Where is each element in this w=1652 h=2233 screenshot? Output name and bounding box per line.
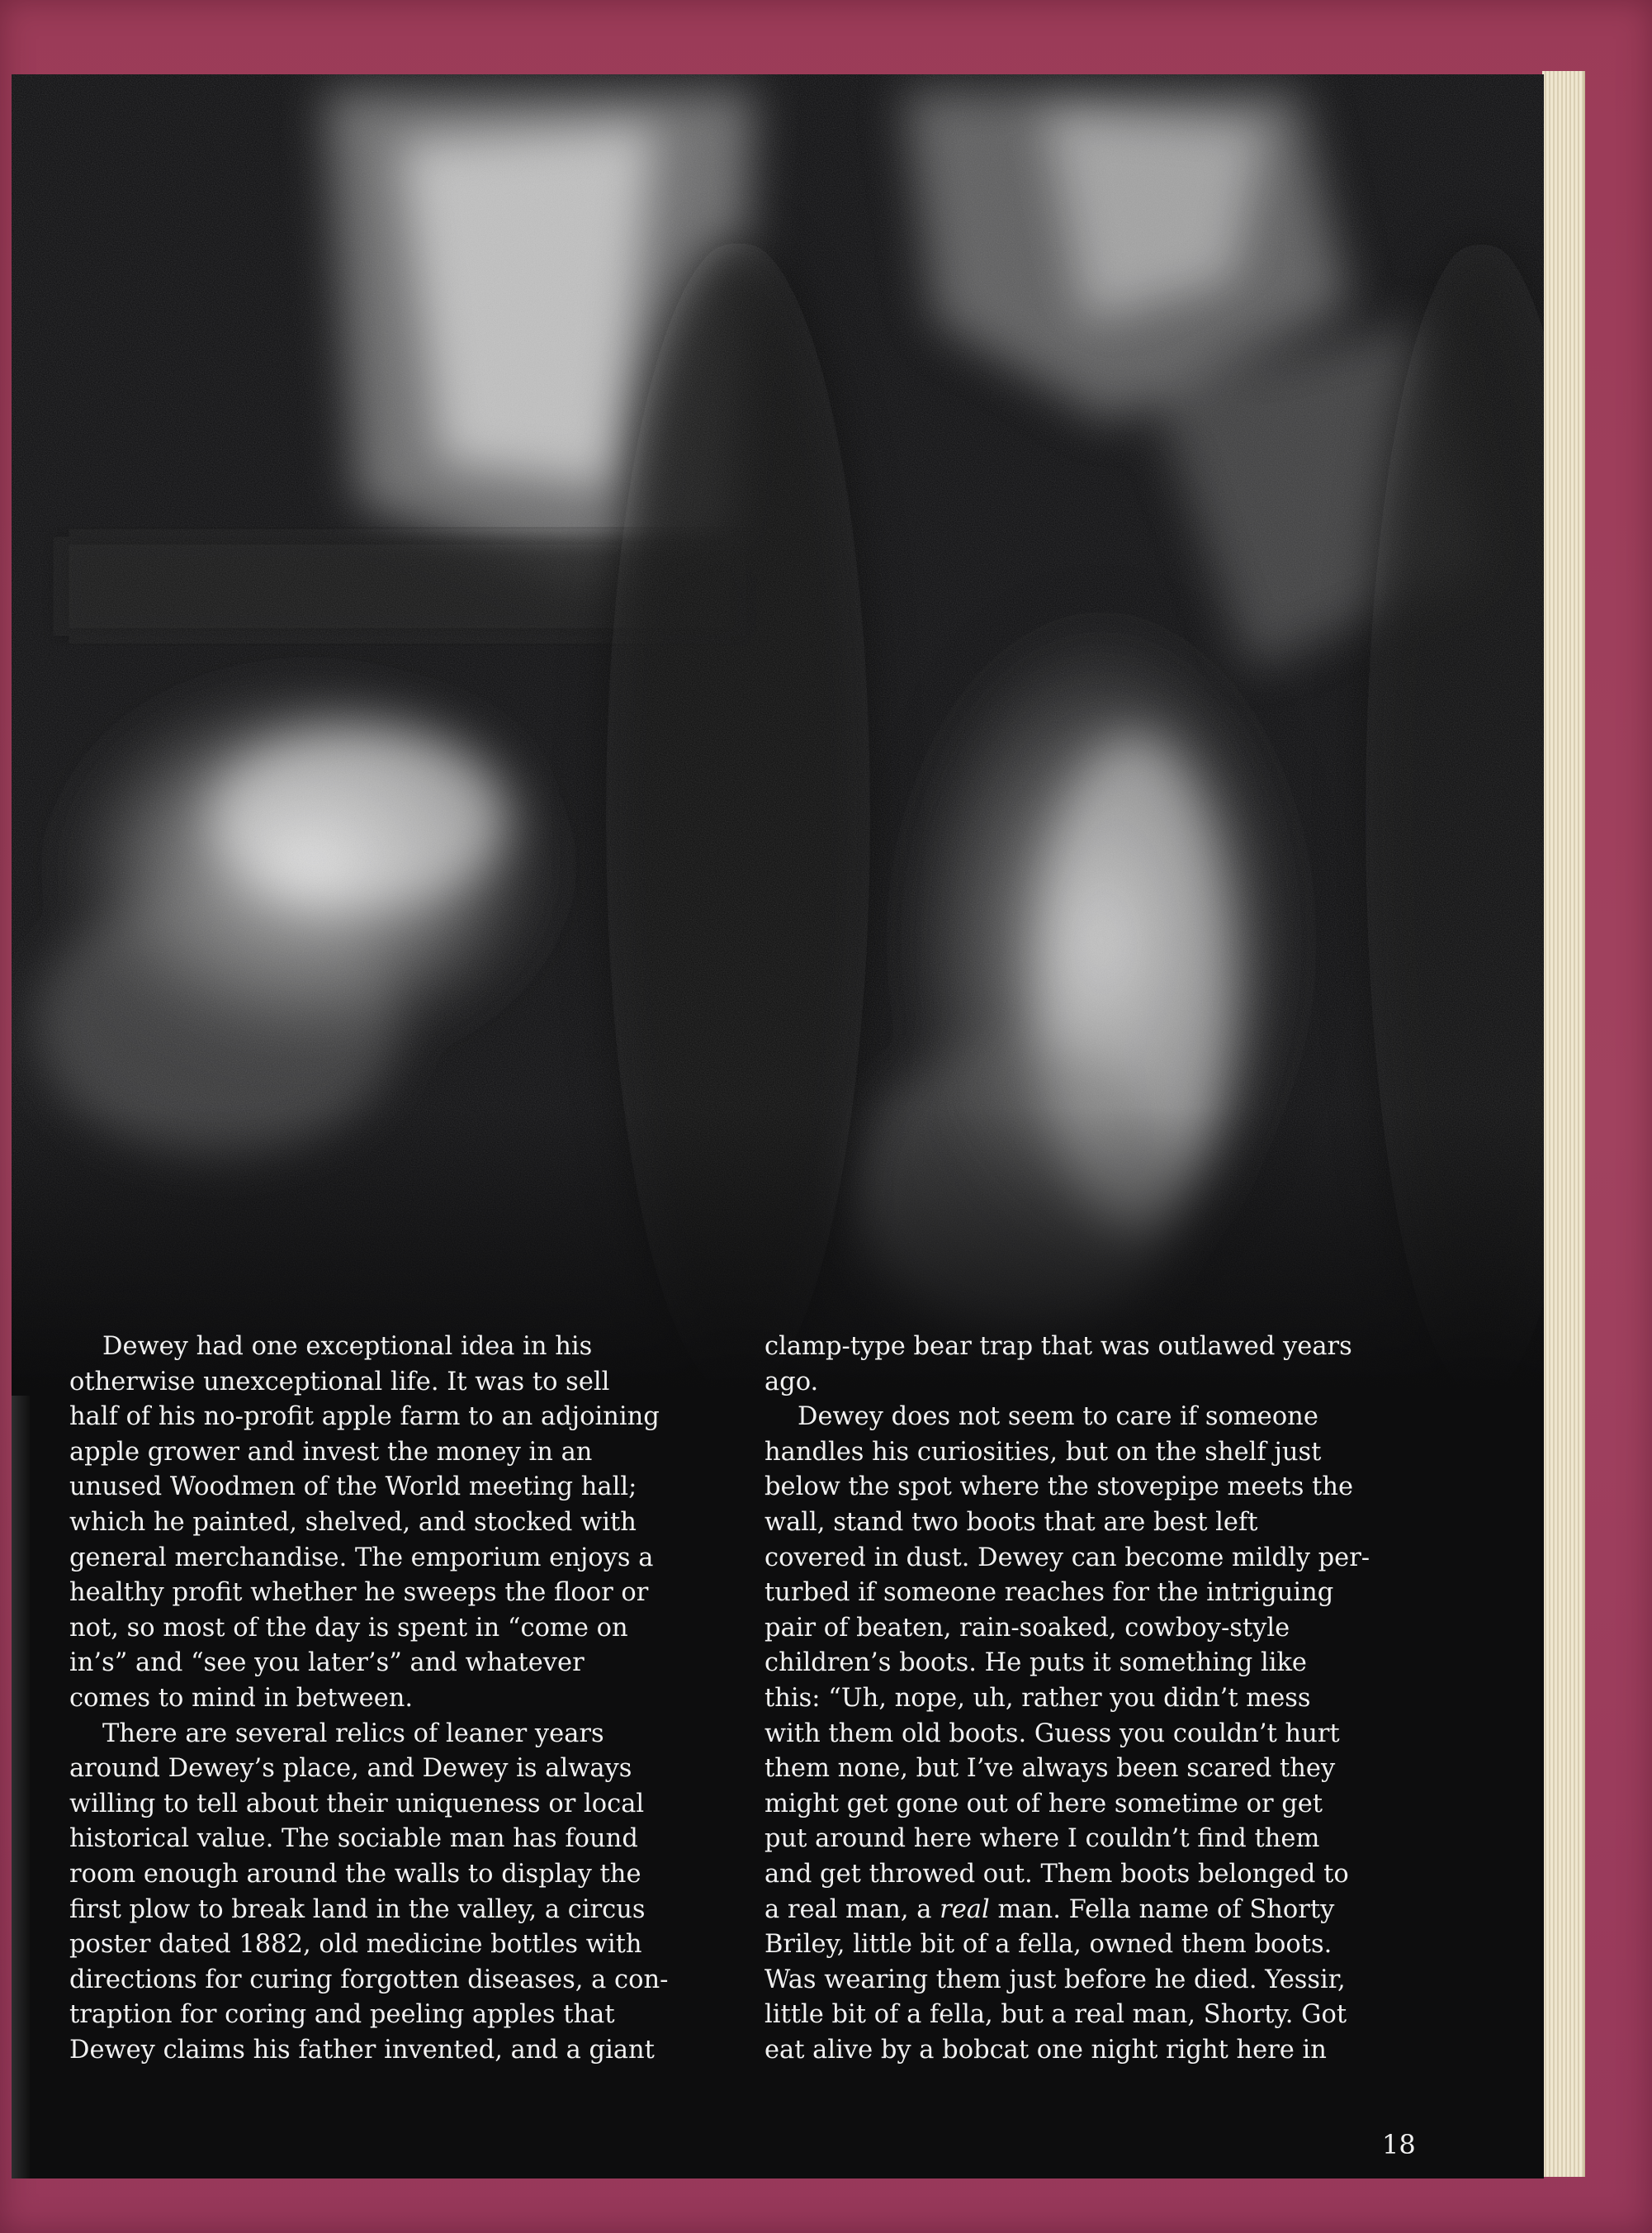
text-line: this: “Uh, nope, uh, rather you didn’t mess bbox=[764, 1683, 1311, 1713]
text-line: otherwise unexceptional life. It was to sell bbox=[69, 1367, 610, 1396]
text-line: and get throwed out. Them boots belonged to bbox=[764, 1859, 1349, 1889]
text-line: clamp-type bear trap that was outlawed years bbox=[764, 1332, 1352, 1361]
text-line: historical value. The sociable man has found bbox=[69, 1824, 638, 1854]
left-paragraph-1 bbox=[69, 1330, 697, 1717]
text-line: Dewey had one exceptional idea in his bbox=[102, 1332, 593, 1361]
text-line: unused Woodmen of the World meeting hall; bbox=[69, 1472, 637, 1502]
right-paragraph-1 bbox=[764, 1330, 1392, 1400]
text-line: comes to mind in between. bbox=[69, 1683, 414, 1713]
text-line: willing to tell about their uniqueness or local bbox=[69, 1789, 645, 1818]
text-line: which he painted, shelved, and stocked with bbox=[69, 1507, 637, 1537]
text-line: little bit of a fella, but a real man, Shorty. Got bbox=[764, 2000, 1347, 2030]
text-line: below the spot where the stovepipe meets the bbox=[764, 1472, 1354, 1502]
text-fragment: man. Fella name of Shorty bbox=[989, 1894, 1335, 1924]
text-line: eat alive by a bobcat one night right here in bbox=[764, 2035, 1327, 2065]
text-line: There are several relics of leaner years bbox=[102, 1719, 604, 1748]
text-line: them none, but I’ve always been scared they bbox=[764, 1754, 1336, 1784]
text-line: first plow to break land in the valley, a circus bbox=[69, 1894, 646, 1924]
right-text-column bbox=[764, 1330, 1392, 2068]
text-line-real bbox=[764, 1895, 1334, 1924]
text-line: traption for coring and peeling apples that bbox=[69, 2000, 615, 2030]
text-line: in’s” and “see you later’s” and whatever bbox=[69, 1648, 585, 1678]
text-line: turbed if someone reaches for the intriguing bbox=[764, 1578, 1334, 1608]
text-line: Dewey does not seem to care if someone bbox=[798, 1402, 1318, 1432]
left-paragraph-2 bbox=[69, 1717, 697, 2069]
text-line: put around here where I couldn’t find them bbox=[764, 1824, 1320, 1854]
text-line: general merchandise. The emporium enjoys a bbox=[69, 1543, 654, 1572]
text-fragment: a real man, a bbox=[764, 1894, 940, 1924]
text-line: covered in dust. Dewey can become mildly per- bbox=[764, 1543, 1370, 1572]
text-line: directions for curing forgotten diseases, a con- bbox=[69, 1965, 669, 1994]
text-line: room enough around the walls to display the bbox=[69, 1859, 641, 1889]
text-line: Was wearing them just before he died. Yessir, bbox=[764, 1965, 1346, 1994]
text-line: apple grower and invest the money in an bbox=[69, 1437, 593, 1467]
book-page bbox=[12, 74, 1544, 2178]
text-line: Briley, little bit of a fella, owned them boots. bbox=[764, 1930, 1332, 1960]
text-line: pair of beaten, rain-soaked, cowboy-style bbox=[764, 1613, 1290, 1643]
text-line: Dewey claims his father invented, and a giant bbox=[69, 2035, 655, 2065]
text-line: might get gone out of here sometime or get bbox=[764, 1789, 1323, 1818]
text-line: handles his curiosities, but on the shelf just bbox=[764, 1437, 1322, 1467]
text-line: around Dewey’s place, and Dewey is always bbox=[69, 1754, 632, 1784]
text-line: ago. bbox=[764, 1367, 819, 1396]
right-paragraph-2 bbox=[764, 1400, 1392, 2068]
text-line: healthy profit whether he sweeps the floor or bbox=[69, 1578, 649, 1608]
left-text-column bbox=[69, 1330, 697, 2068]
page-edges bbox=[1542, 71, 1585, 2177]
text-line: with them old boots. Guess you couldn’t hurt bbox=[764, 1719, 1340, 1748]
text-line: children’s boots. He puts it something like bbox=[764, 1648, 1307, 1678]
page-number: 18 bbox=[1382, 2129, 1416, 2160]
text-line: poster dated 1882, old medicine bottles with bbox=[69, 1930, 642, 1960]
text-line: not, so most of the day is spent in “come on bbox=[69, 1613, 628, 1643]
italic-emphasis: real bbox=[940, 1894, 990, 1924]
text-line: wall, stand two boots that are best left bbox=[764, 1507, 1258, 1537]
charcoal-boots-illustration-icon bbox=[12, 74, 1544, 1396]
text-line: half of his no-profit apple farm to an adjoining bbox=[69, 1402, 660, 1432]
